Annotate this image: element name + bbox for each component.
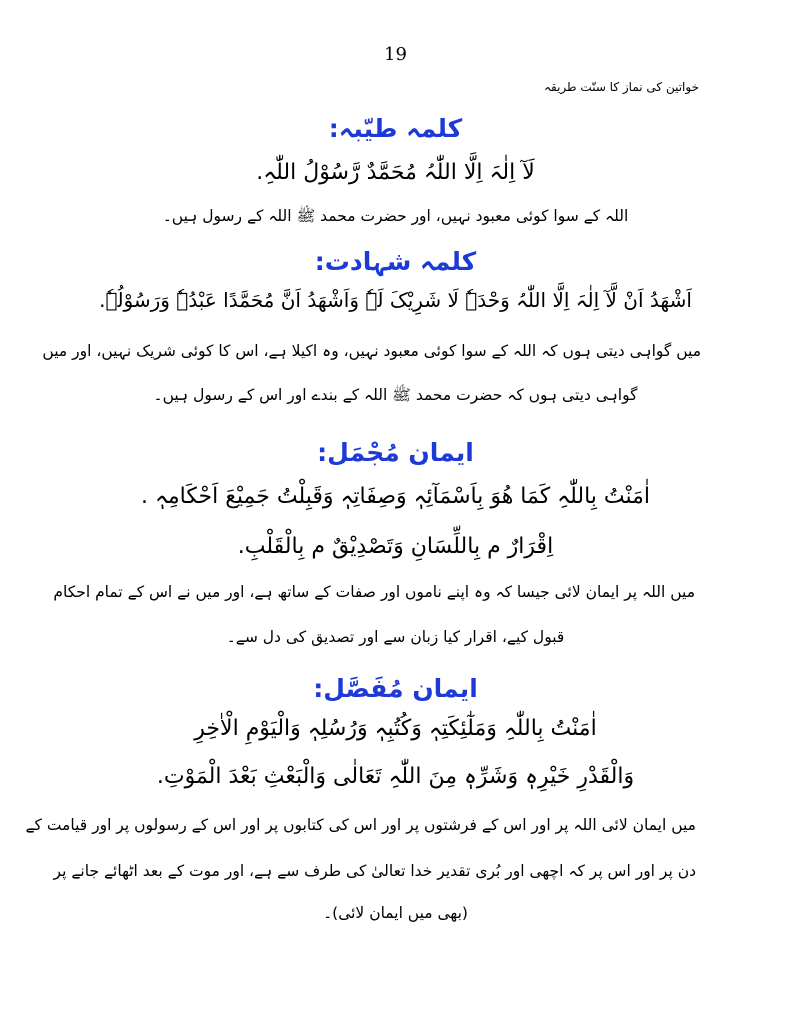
translation-iman-mujmal-line-2: قبول کیے، اقرار کیا زبان سے اور تصدیق کی دل سے۔ [226, 628, 565, 646]
arabic-kalima-tayyiba: لَآ اِلٰہَ اِلَّا اللّٰہُ مُحَمَّدٌ رَّسُوْلُ اللّٰہِ. [256, 160, 535, 185]
heading-iman-mujmal: ایمان مُجْمَل: [317, 438, 474, 467]
translation-kalima-shahadat-line-2: گواہی دیتی ہوں کہ حضرت محمد ﷺ اللہ کے بندے اور اس کے رسول ہیں۔ [153, 386, 638, 404]
running-head: خواتین کی نماز کا سنّت طریقہ [543, 80, 699, 94]
heading-kalima-tayyiba: کلمہ طیّبہ: [328, 114, 463, 143]
arabic-kalima-shahadat: اَشْھَدُ اَنْ لَّآ اِلٰہَ اِلَّا اللّٰہُ وَحْدَہٗ لَا شَرِیْکَ لَہٗ وَاَشْھَدُ اَنَّ مُحَمَّدًا عَبْدُہٗ وَرَسُوْلُہٗ. [99, 288, 692, 312]
arabic-iman-mujmal-line-2: اِقْرَارٌ م بِاللِّسَانِ وَتَصْدِیْقٌ م بِالْقَلْبِ. [237, 534, 554, 559]
translation-kalima-tayyiba: اللہ کے سوا کوئی معبود نہیں، اور حضرت محمد ﷺ اللہ کے رسول ہیں۔ [162, 207, 629, 225]
arabic-iman-mujmal-line-1: اٰمَنْتُ بِاللّٰہِ کَمَا ھُوَ بِاَسْمَآئِہٖ وَصِفَاتِہٖ وَقَبِلْتُ جَمِیْعَ اَحْکَامِہٖ . [140, 484, 651, 509]
translation-iman-mufassal-line-1: میں ایمان لائی اللہ پر اور اس کے فرشتوں پر اور اس کی کتابوں پر اور اس کے رسولوں پر اور قیامت کے [25, 816, 696, 834]
translation-iman-mufassal-line-3: (بھی میں ایمان لائی)۔ [323, 904, 468, 922]
arabic-iman-mufassal-line-2: وَالْقَدْرِ خَیْرِہٖ وَشَرِّہٖ مِنَ اللّٰہِ تَعَالٰی وَالْبَعْثِ بَعْدَ الْمَوْتِ. [156, 764, 635, 789]
translation-iman-mujmal-line-1: میں اللہ پر ایمان لائی جیسا کہ وہ اپنے ناموں اور صفات کے ساتھ ہے، اور میں نے اس کے تمام احکام [53, 583, 695, 601]
page-number: 19 [384, 44, 407, 65]
translation-iman-mufassal-line-2: دن پر اور اس پر کہ اچھی اور بُری تقدیر خدا تعالیٰ کی طرف سے ہے، اور موت کے بعد اٹھائے جانے پر [53, 862, 696, 880]
heading-iman-mufassal: ایمان مُفَصَّل: [313, 674, 478, 703]
arabic-iman-mufassal-line-1: اٰمَنْتُ بِاللّٰہِ وَمَلٰٓئِکَتِہٖ وَکُتُبِہٖ وَرُسُلِہٖ وَالْیَوْمِ الْاٰخِرِ [194, 716, 597, 741]
heading-kalima-shahadat: کلمہ شہادت: [314, 247, 477, 276]
translation-kalima-shahadat-line-1: میں گواہی دیتی ہوں کہ اللہ کے سوا کوئی معبود نہیں، وہ اکیلا ہے، اس کا کوئی شریک نہیں، اور میں [42, 342, 701, 360]
